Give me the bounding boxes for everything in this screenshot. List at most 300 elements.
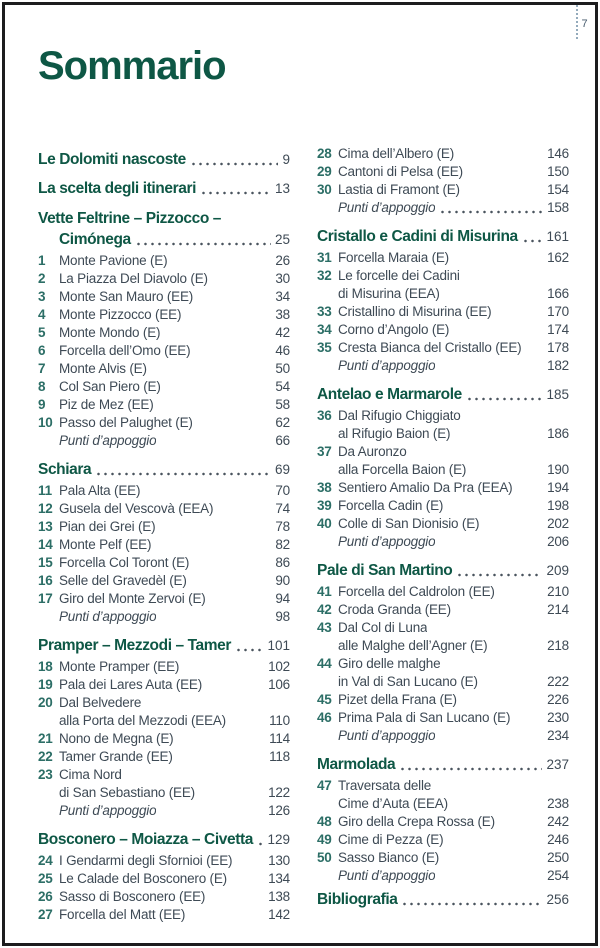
toc-item-row — [38, 360, 290, 378]
entry-number: 39 — [317, 498, 332, 513]
toc-item-row — [38, 518, 290, 536]
entry-number: 49 — [317, 832, 332, 847]
entry-page-number: 122 — [268, 785, 290, 800]
entry-page-number: 174 — [547, 322, 569, 337]
entry-title: Dal Belvedere — [59, 695, 142, 710]
entry-page-number: 178 — [547, 340, 569, 355]
right-column — [317, 145, 569, 924]
folio-page-number: 7 — [581, 18, 588, 30]
entry-page-number: 134 — [268, 871, 290, 886]
page-title: Sommario — [38, 44, 226, 88]
toc-item-row — [38, 712, 290, 730]
entry-title: Forcella dell’Omo (EE) — [59, 343, 191, 358]
entry-title: Cristallino di Misurina (EE) — [338, 304, 492, 319]
punti-appoggio-row — [317, 727, 569, 745]
entry-title: Cima Nord — [59, 767, 122, 782]
section-heading — [38, 208, 290, 229]
entry-title: Piz de Mez (EE) — [59, 397, 154, 412]
dots-leader — [200, 191, 271, 195]
entry-number: 15 — [38, 555, 53, 570]
entry-title: I Gendarmi degli Sfornioi (EE) — [59, 853, 233, 868]
entry-title: alla Porta del Mezzodi (EEA) — [59, 713, 226, 728]
entry-page-number: 226 — [547, 692, 569, 707]
toc-item-row — [317, 813, 569, 831]
toc-item-row — [317, 849, 569, 867]
heading-page-number: 101 — [267, 638, 290, 653]
entry-page-number: 146 — [547, 146, 569, 161]
entry-page-number: 50 — [275, 361, 290, 376]
toc-item-row — [38, 306, 290, 324]
entry-title: Da Auronzo — [338, 444, 407, 459]
entry-title: Traversata delle — [338, 778, 432, 793]
chapter-heading-group — [38, 178, 290, 199]
entry-page-number: 94 — [275, 591, 290, 606]
entry-page-number: 62 — [275, 415, 290, 430]
entry-page-number: 250 — [547, 850, 569, 865]
toc-item-row — [317, 267, 569, 285]
entry-number: 4 — [38, 307, 46, 322]
entry-page-number: 214 — [547, 602, 569, 617]
heading-text: Vette Feltrine – Pizzocco – — [38, 210, 222, 227]
toc-item-row — [317, 163, 569, 181]
entry-title: Passo del Palughet (E) — [59, 415, 193, 430]
dots-leader — [95, 472, 271, 476]
entry-number: 1 — [38, 253, 46, 268]
entry-number: 11 — [38, 483, 52, 498]
entry-title: Selle del Gravedèl (E) — [59, 573, 187, 588]
entry-page-number: 30 — [275, 271, 290, 286]
entry-number: 8 — [38, 379, 46, 394]
entry-page-number: 206 — [547, 534, 569, 549]
entry-number: 2 — [38, 271, 46, 286]
dots-leader — [135, 242, 271, 246]
toc-item-row — [317, 407, 569, 425]
toc-item-row — [317, 673, 569, 691]
entry-number: 9 — [38, 397, 46, 412]
toc-item-row — [38, 414, 290, 432]
entry-number: 50 — [317, 850, 332, 865]
section-heading-group — [317, 226, 569, 247]
entry-page-number: 114 — [269, 731, 290, 746]
entry-title: alla Forcella Baion (E) — [338, 462, 467, 477]
toc-item-row — [317, 655, 569, 673]
dots-leader — [466, 397, 543, 401]
section-heading — [317, 560, 569, 581]
toc-item-row — [38, 324, 290, 342]
heading-text: Schiara — [38, 461, 92, 478]
entry-number: 26 — [38, 889, 53, 904]
dots-leader — [522, 239, 543, 243]
entry-page-number: 42 — [275, 325, 290, 340]
entry-number: 27 — [38, 907, 53, 922]
entry-number: 33 — [317, 304, 332, 319]
entry-page-number: 66 — [275, 433, 290, 448]
section-heading-group — [38, 208, 290, 250]
entry-page-number: 202 — [547, 516, 569, 531]
entry-title: Pala dei Lares Auta (EE) — [59, 677, 203, 692]
entry-title: Pala Alta (EE) — [59, 483, 141, 498]
entry-page-number: 238 — [547, 796, 569, 811]
dots-leader — [190, 162, 279, 166]
entry-page-number: 98 — [275, 609, 290, 624]
dots-leader — [401, 902, 542, 906]
entry-page-number: 194 — [547, 480, 569, 495]
entry-page-number: 46 — [275, 343, 290, 358]
toc-item-row — [317, 497, 569, 515]
punti-appoggio-row — [317, 199, 569, 217]
punti-appoggio-row — [38, 802, 290, 820]
toc-item-row — [38, 658, 290, 676]
heading-text: Marmolada — [317, 756, 396, 773]
entry-title: di Misurina (EEA) — [338, 286, 440, 301]
entry-page-number: 222 — [547, 674, 569, 689]
heading-page-number: 69 — [274, 462, 290, 477]
entry-page-number: 182 — [547, 358, 569, 373]
punti-text: Punti d’appoggio — [338, 534, 436, 549]
toc-item-row — [38, 906, 290, 924]
entry-page-number: 198 — [547, 498, 569, 513]
entry-number: 38 — [317, 480, 332, 495]
toc-item-row — [38, 748, 290, 766]
entry-title: al Rifugio Baion (E) — [338, 426, 451, 441]
entry-page-number: 210 — [547, 584, 569, 599]
heading-page-number: 185 — [546, 387, 569, 402]
entry-title: Prima Pala di San Lucano (E) — [338, 710, 511, 725]
toc-item-row — [38, 342, 290, 360]
chapter-heading — [38, 149, 290, 170]
entry-number: 23 — [38, 767, 53, 782]
entry-page-number: 118 — [269, 749, 290, 764]
entry-title: Croda Granda (EE) — [338, 602, 451, 617]
entry-page-number: 254 — [547, 868, 569, 883]
entry-page-number: 130 — [268, 853, 290, 868]
toc-item-row — [38, 572, 290, 590]
entry-page-number: 54 — [275, 379, 290, 394]
entry-title: Monte Pavione (E) — [59, 253, 168, 268]
entry-title: Tamer Grande (EE) — [59, 749, 173, 764]
toc-item-row — [317, 637, 569, 655]
entry-title: Monte Pizzocco (EE) — [59, 307, 182, 322]
entry-number: 22 — [38, 749, 53, 764]
toc-item-row — [317, 145, 569, 163]
entry-title: Giro della Crepa Rossa (E) — [338, 814, 495, 829]
entry-number: 7 — [38, 361, 46, 376]
entry-number: 6 — [38, 343, 46, 358]
section-heading-group — [38, 829, 290, 850]
heading-text: Le Dolomiti nascoste — [38, 151, 186, 168]
entry-title: Monte Pramper (EE) — [59, 659, 180, 674]
entry-title: Cresta Bianca del Cristallo (EE) — [338, 340, 522, 355]
entry-title: Colle di San Dionisio (E) — [338, 516, 480, 531]
entry-number: 37 — [317, 444, 332, 459]
entry-page-number: 34 — [275, 289, 290, 304]
section-heading — [38, 829, 290, 850]
entry-title: Monte Mondo (E) — [59, 325, 161, 340]
section-heading-group — [317, 560, 569, 581]
heading-page-number: 13 — [274, 181, 290, 196]
entry-number: 25 — [38, 871, 53, 886]
entry-page-number: 38 — [275, 307, 290, 322]
entry-page-number: 246 — [547, 832, 569, 847]
entry-title: Forcella del Matt (EE) — [59, 907, 186, 922]
entry-title: Forcella Cadin (E) — [338, 498, 444, 513]
toc-item-row — [38, 730, 290, 748]
entry-page-number: 242 — [547, 814, 569, 829]
toc-item-row — [38, 500, 290, 518]
heading-text: Bosconero – Moiazza – Civetta — [38, 831, 253, 848]
entry-page-number: 138 — [268, 889, 290, 904]
entry-number: 20 — [38, 695, 53, 710]
punti-appoggio-row — [38, 608, 290, 626]
entry-title: Lastia di Framont (E) — [338, 182, 460, 197]
punti-text: Punti d’appoggio — [338, 200, 436, 215]
section-heading — [38, 459, 290, 480]
toc-item-row — [317, 339, 569, 357]
entry-number: 32 — [317, 268, 332, 283]
toc-item-row — [38, 766, 290, 784]
entry-number: 36 — [317, 408, 332, 423]
toc-item-row — [38, 784, 290, 802]
heading-page-number: 209 — [546, 563, 569, 578]
toc-item-row — [317, 795, 569, 813]
punti-appoggio-row — [317, 357, 569, 375]
entry-page-number: 90 — [275, 573, 290, 588]
entry-page-number: 170 — [547, 304, 569, 319]
punti-appoggio-row — [317, 533, 569, 551]
entry-number: 29 — [317, 164, 332, 179]
entry-page-number: 86 — [275, 555, 290, 570]
entry-number: 19 — [38, 677, 53, 692]
toc-item-row — [317, 691, 569, 709]
entry-page-number: 150 — [547, 164, 569, 179]
entry-number: 12 — [38, 501, 53, 516]
entry-number: 48 — [317, 814, 332, 829]
entry-number: 5 — [38, 325, 46, 340]
entry-number: 43 — [317, 620, 332, 635]
heading-page-number: 25 — [274, 232, 290, 247]
heading-page-number: 256 — [546, 892, 569, 907]
entry-number: 42 — [317, 602, 332, 617]
punti-appoggio-row — [317, 867, 569, 885]
entry-number: 17 — [38, 591, 53, 606]
heading-page-number: 161 — [546, 229, 569, 244]
entry-title: La Piazza Del Diavolo (E) — [59, 271, 208, 286]
entry-page-number: 166 — [547, 286, 569, 301]
section-heading — [38, 229, 290, 250]
entry-title: Corno d’Angolo (E) — [338, 322, 450, 337]
entry-page-number: 58 — [275, 397, 290, 412]
section-heading-group — [38, 635, 290, 656]
entry-number: 31 — [317, 250, 332, 265]
toc-item-row — [38, 378, 290, 396]
dots-leader — [235, 648, 263, 652]
entry-page-number: 230 — [547, 710, 569, 725]
entry-number: 45 — [317, 692, 332, 707]
heading-text: Cristallo e Cadini di Misurina — [317, 228, 518, 245]
entry-number: 14 — [38, 537, 53, 552]
heading-page-number: 9 — [282, 152, 290, 167]
entry-title: Giro delle malghe — [338, 656, 441, 671]
toc-item-row — [317, 709, 569, 727]
toc-item-row — [317, 601, 569, 619]
entry-page-number: 106 — [268, 677, 290, 692]
punti-text: Punti d’appoggio — [59, 803, 157, 818]
toc-item-row — [38, 252, 290, 270]
section-heading — [317, 754, 569, 775]
entry-page-number: 190 — [547, 462, 569, 477]
heading-text: Cimónega — [59, 231, 131, 248]
entry-page-number: 78 — [275, 519, 290, 534]
punti-text: Punti d’appoggio — [338, 868, 436, 883]
section-heading-group — [38, 459, 290, 480]
entry-title: Sasso di Bosconero (EE) — [59, 889, 206, 904]
toc-item-row — [38, 288, 290, 306]
entry-title: in Val di San Lucano (E) — [338, 674, 478, 689]
entry-page-number: 126 — [268, 803, 290, 818]
toc-item-row — [38, 590, 290, 608]
toc-item-row — [317, 619, 569, 637]
entry-number: 16 — [38, 573, 53, 588]
toc-item-row — [38, 888, 290, 906]
chapter-heading — [317, 889, 569, 910]
entry-title: Forcella del Caldrolon (EE) — [338, 584, 495, 599]
toc-item-row — [317, 285, 569, 303]
section-heading — [38, 635, 290, 656]
entry-title: Forcella Maraia (E) — [338, 250, 449, 265]
heading-page-number: 129 — [267, 832, 290, 847]
toc-item-row — [38, 676, 290, 694]
entry-title: alle Malghe dell’Agner (E) — [338, 638, 488, 653]
entry-number: 34 — [317, 322, 332, 337]
toc-item-row — [317, 479, 569, 497]
dots-leader — [257, 842, 264, 846]
entry-page-number: 218 — [547, 638, 569, 653]
entry-page-number: 26 — [275, 253, 290, 268]
entry-title: Gusela del Vescovà (EEA) — [59, 501, 214, 516]
toc-item-row — [317, 461, 569, 479]
entry-title: Dal Col di Luna — [338, 620, 428, 635]
toc-item-row — [38, 396, 290, 414]
entry-number: 47 — [317, 778, 332, 793]
toc-item-row — [38, 870, 290, 888]
toc-item-row — [317, 831, 569, 849]
dots-leader — [439, 210, 543, 214]
entry-title: Pian dei Grei (E) — [59, 519, 156, 534]
toc-item-row — [317, 303, 569, 321]
entry-number: 10 — [38, 415, 53, 430]
section-heading-group — [317, 754, 569, 775]
entry-title: Monte Pelf (EE) — [59, 537, 152, 552]
left-column — [38, 145, 290, 924]
heading-text: Bibliografia — [317, 891, 398, 908]
entry-title: Dal Rifugio Chiggiato — [338, 408, 461, 423]
toc-item-row — [38, 852, 290, 870]
entry-page-number: 186 — [547, 426, 569, 441]
entry-title: Sasso Bianco (E) — [338, 850, 440, 865]
heading-page-number: 237 — [546, 757, 569, 772]
entry-title: Cime di Pezza (E) — [338, 832, 444, 847]
toc-item-row — [317, 181, 569, 199]
entry-title: Col San Piero (E) — [59, 379, 161, 394]
dots-leader — [456, 573, 542, 577]
entry-title: Le Calade del Bosconero (E) — [59, 871, 227, 886]
entry-title: Cime d’Auta (EEA) — [338, 796, 448, 811]
entry-title: Sentiero Amalio Da Pra (EEA) — [338, 480, 513, 495]
toc-item-row — [317, 515, 569, 533]
toc-item-row — [317, 321, 569, 339]
page — [2, 2, 598, 946]
heading-text: La scelta degli itinerari — [38, 180, 196, 197]
entry-page-number: 162 — [547, 250, 569, 265]
entry-number: 21 — [38, 731, 53, 746]
heading-text: Pale di San Martino — [317, 562, 453, 579]
chapter-heading — [38, 178, 290, 199]
entry-page-number: 110 — [269, 713, 290, 728]
entry-title: Monte Alvis (E) — [59, 361, 147, 376]
entry-title: Nono de Megna (E) — [59, 731, 174, 746]
toc-item-row — [38, 554, 290, 572]
entry-page-number: 102 — [268, 659, 290, 674]
toc-item-row — [317, 425, 569, 443]
heading-text: Antelao e Marmarole — [317, 386, 462, 403]
entry-title: di San Sebastiano (EE) — [59, 785, 195, 800]
entry-page-number: 74 — [275, 501, 290, 516]
entry-page-number: 154 — [547, 182, 569, 197]
entry-number: 28 — [317, 146, 332, 161]
punti-text: Punti d’appoggio — [59, 433, 157, 448]
entry-page-number: 82 — [275, 537, 290, 552]
toc-item-row — [317, 443, 569, 461]
section-heading — [317, 384, 569, 405]
entry-page-number: 142 — [268, 907, 290, 922]
entry-title: Cantoni di Pelsa (EE) — [338, 164, 463, 179]
dots-leader — [399, 767, 542, 771]
entry-number: 41 — [317, 584, 332, 599]
entry-number: 18 — [38, 659, 53, 674]
entry-number: 24 — [38, 853, 53, 868]
entry-page-number: 70 — [275, 483, 290, 498]
entry-page-number: 158 — [547, 200, 569, 215]
section-heading — [317, 226, 569, 247]
toc-item-row — [38, 270, 290, 288]
punti-text: Punti d’appoggio — [338, 358, 436, 373]
toc-item-row — [317, 249, 569, 267]
chapter-heading-group — [317, 889, 569, 910]
entry-number: 35 — [317, 340, 332, 355]
entry-title: Cima dell’Albero (E) — [338, 146, 455, 161]
entry-number: 44 — [317, 656, 332, 671]
entry-title: Giro del Monte Zervoi (E) — [59, 591, 206, 606]
entry-number: 46 — [317, 710, 332, 725]
entry-number: 3 — [38, 289, 46, 304]
entry-title: Monte San Mauro (EE) — [59, 289, 194, 304]
entry-title: Le forcelle dei Cadini — [338, 268, 460, 283]
toc-item-row — [317, 583, 569, 601]
entry-number: 13 — [38, 519, 53, 534]
entry-title: Pizet della Frana (E) — [338, 692, 457, 707]
toc-item-row — [38, 482, 290, 500]
punti-text: Punti d’appoggio — [59, 609, 157, 624]
chapter-heading-group — [38, 149, 290, 170]
toc-item-row — [38, 694, 290, 712]
toc-item-row — [38, 536, 290, 554]
section-heading-group — [317, 384, 569, 405]
entry-title: Forcella Col Toront (E) — [59, 555, 190, 570]
punti-appoggio-row — [38, 432, 290, 450]
entry-page-number: 234 — [547, 728, 569, 743]
toc-columns — [38, 145, 569, 924]
entry-number: 30 — [317, 182, 332, 197]
